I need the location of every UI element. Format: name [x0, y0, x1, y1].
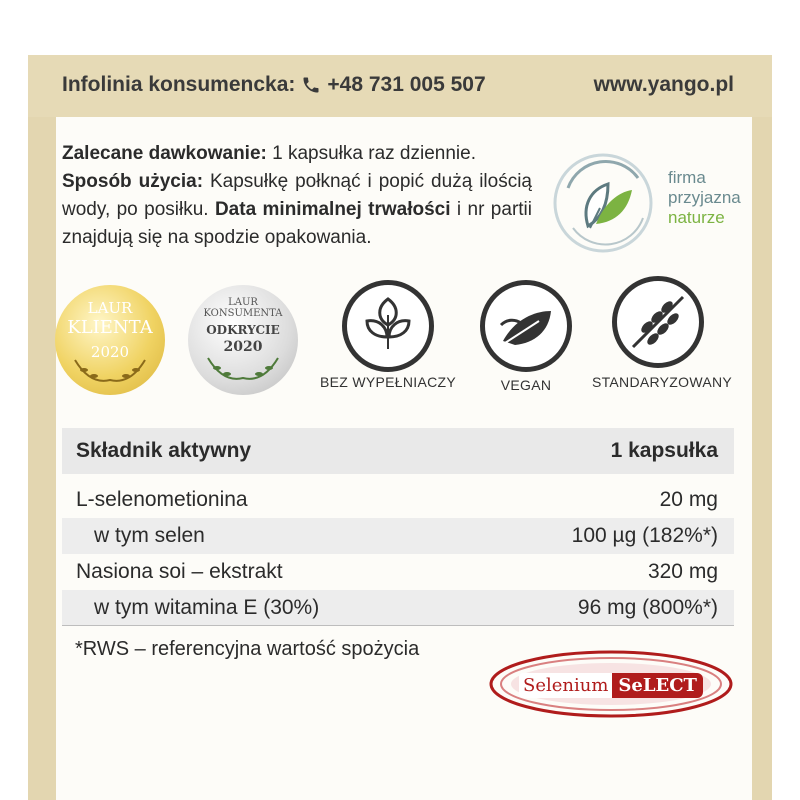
row-name: Nasiona soi – ekstrakt [76, 560, 283, 583]
table-row [62, 518, 734, 554]
website-link[interactable]: www.yango.pl [593, 73, 734, 96]
expiry-label: Data minimalnej trwałości [214, 199, 451, 220]
cert-label-standardized: STANDARYZOWANY [591, 374, 733, 390]
dosage-label: Zalecane dawkowanie: [62, 143, 267, 164]
row-value: 100 µg (182%*) [571, 524, 718, 547]
ingredients-table [62, 428, 734, 626]
laur-klienta-year: 2020 [90, 343, 130, 361]
row-name: w tym selen [94, 524, 205, 547]
rws-footnote: *RWS – referencyjna wartość spożycia [75, 638, 420, 660]
expiry-text: i nr partii znajdują się na spodzie opakowania. [62, 199, 532, 248]
laur-klienta-line2: KLIENTA [67, 317, 153, 338]
cert-label-vegan: VEGAN [500, 377, 552, 393]
usage-label: Sposób użycia: [62, 171, 204, 192]
table-row [62, 482, 734, 518]
row-value: 20 mg [659, 488, 718, 511]
laur-klienta-badge [55, 285, 165, 395]
usage-description [62, 140, 532, 252]
brand-part-1: Selenium [519, 673, 612, 698]
eco-leaf-icon [548, 148, 658, 258]
left-border [28, 55, 56, 800]
right-border [752, 55, 772, 800]
laur-klienta-line1: LAUR [87, 299, 133, 317]
green-laurel-icon [203, 353, 283, 383]
table-header-row [62, 428, 734, 474]
herb-branch-icon [612, 276, 704, 368]
eco-line-3: naturze [668, 208, 725, 227]
laur-konsumenta-line: ODKRYCIE [206, 323, 280, 337]
header-ingredient: Składnik aktywny [76, 439, 252, 462]
laur-konsumenta-year: 2020 [223, 339, 263, 355]
leaves-icon [342, 280, 434, 372]
laur-konsumenta-arc: LAUR KONSUMENTA [203, 297, 283, 319]
row-value: 96 mg (800%*) [577, 595, 718, 619]
laur-konsumenta-badge [188, 285, 298, 395]
phone-number[interactable]: +48 731 005 507 [327, 73, 486, 96]
eco-line-2: przyjazna [668, 188, 741, 207]
table-row [62, 590, 734, 626]
row-name: w tym witamina E (30%) [94, 595, 320, 619]
phone-icon [301, 75, 321, 95]
selenium-select-wordmark [519, 668, 705, 702]
cert-label-no-filler: BEZ WYPEŁNIACZY [320, 374, 456, 390]
brand-part-2: SeLECT [612, 673, 703, 698]
eco-tagline [668, 168, 741, 228]
eco-line-1: firma [668, 168, 706, 187]
vegan-leaf-icon [480, 280, 572, 372]
row-value: 320 mg [647, 560, 718, 583]
hotline [62, 73, 486, 97]
row-name: L-selenometionina [76, 488, 248, 511]
dosage-text: 1 kapsułka raz dziennie. [266, 143, 476, 164]
usage-text: Kapsułkę połknąć i popić dużą ilością wody, po posiłku. [62, 171, 533, 220]
hotline-label: Infolinia konsumencka: [62, 73, 296, 96]
header-amount: 1 kapsułka [610, 439, 718, 462]
laurel-wreath-icon [70, 355, 150, 385]
table-row [62, 554, 734, 590]
